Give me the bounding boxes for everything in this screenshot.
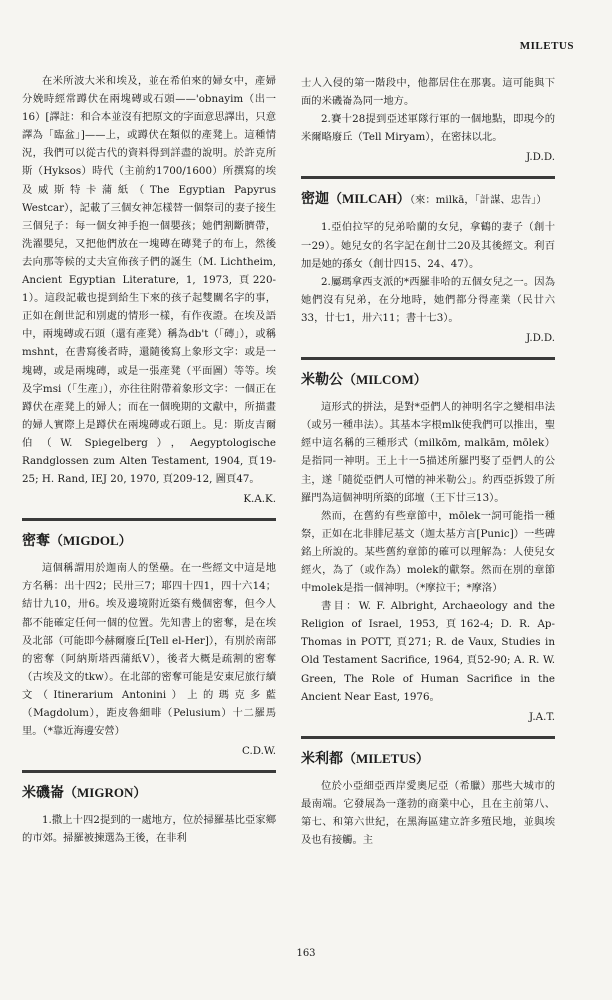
entry-title-chinese: 密迦 xyxy=(301,191,329,208)
author-initials: K.A.K. xyxy=(243,493,276,506)
author-initials: J.D.D. xyxy=(526,332,555,345)
entry-title-chinese: 米磯崙 xyxy=(22,785,64,802)
entry-title-chinese: 米勒公 xyxy=(301,372,343,389)
left-column xyxy=(22,72,276,847)
entry-body-milcom-1: 這形式的拼法，是對*亞們人的神明名字之變相串法（或另一種串法）。其基本字根mlk使我們可以推出，聖經中這名稱的三種形式（milkōm, malkām, mōlek）是指同一神明。王上十一5描述所羅門娶了亞們人的公主，遂「隨從亞們人可憎的神米勒公」。約西亞拆毀了所羅門為這個神明所築的邱壇（王下廿三13）。 xyxy=(301,401,555,504)
entry-heading-migron xyxy=(22,783,276,803)
entry-bibliography: 書目：W. F. Albright, Archaeology and the Religion of Israel, 1953, 頁162-4; D. R. Ap-Thomas in POTT, 頁271; R. de Vaux, Studies in Old Testament Sacrifice, 1964, 頁52-90; A. R. W. Green, The Role of Human Sacrifice in the Ancient Near East, 1976。 xyxy=(301,600,555,703)
entry-divider xyxy=(301,176,555,179)
entry-title-latin: （MIGDOL） xyxy=(50,533,132,549)
entry-body-miletus: 位於小亞細亞西岸愛奧尼亞（希臘）那些大城市的最南端。它發展為一蓬勃的商業中心，且在主前第八、第七、和第六世紀，在黑海區建立許多殖民地，並與埃及也有接觸。主 xyxy=(301,779,555,847)
entry-heading-miletus xyxy=(301,749,555,769)
continued-paragraph: 在米所波大米和埃及，並在希伯來的婦女中，產婦分娩時經常蹲伏在兩塊磚或石頭——'obnayim（出一16）[譯註：和合本並沒有把原文的字面意思譯出，只意譯為「臨盆」]——上，或蹲伏在類似的產凳上。這種情況，我們可以從古代的資料得到詳盡的說明。於許克所斯（Hyksos）時代（主前約1700/1600）所撰寫的埃及威斯特卡蒲紙（The Egyptian Papyrus Westcar），記載了三個女神怎樣替一個祭司的妻子接生三個兒子：每一個女神手抱一個嬰孩；她們割斷臍帶，洗濯嬰兒，又把他們放在一塊磚在磚凳子的布上，然後去向那等候的丈夫宣佈孩子們的誕生（M. Lichtheim, Ancient Egyptian Literature, 1, 1973, 頁220-1）。這段記載也提到給生下來的孩子起雙關名字的事，正如在創世記和別處的情形一樣，有作夜證。在埃及語中，兩塊磚或石頭（還有產凳）稱為db't（「磚」），或稱mshnt，在書寫後者時，還隨後寫上象形文字：或是一塊磚，或是兩塊磚，或是一張產凳（平面圖）等等。埃及字msi（「生產」），亦往往附帶着象形文字：一個正在蹲伏在產凳上的婦人；而在一個晚期的文獻中，所描畫的婦人實際上是蹲伏在兩塊磚或石頭上。見：斯皮吉爾伯（W. Spiegelberg），Aegyptologische Randglossen zum Alten Testament, 1904, 頁19-25; H. Rand, IEJ 20, 1970, 頁209-12, 圖頁47。 xyxy=(22,75,276,486)
entry-title-chinese: 米利都 xyxy=(301,750,343,767)
right-column xyxy=(301,74,555,849)
entry-body-milcah-1: 1.亞伯拉罕的兒弟哈蘭的女兒，拿鶴的妻子（創十一29）。她兒女的名字記在創廿二20及其後經文。利百加是她的孫女（創廿四15、24、47）。 xyxy=(301,221,555,270)
entry-body-migdol: 這個稱謂用於迦南人的堡壘。在一些經文中這是地方名稱：出十四2；民卅三7；耶四十四1，四十六14；結廿九10，卅6。埃及邊境附近築有幾個密奪，但今人都不能確定任何一個的位置。先知書上的密奪，是在埃及北部（可能即今赫爾廢丘[Tell el-Her]），有別於南部的密奪（阿納斯塔西蒲紙V），後者大概是疏割的密奪（古埃及文的tkw）。在北部的密奪可能是安東尼旅行續文（Itinerarium Antonini）上的瑪克多藍（Magdolum），距皮魯細啡（Pelusium）十二羅馬里。（*靠近海邊安營） xyxy=(22,562,276,738)
entry-body-migron: 1.撒上十四2提到的一處地方，位於掃羅基比亞家鄉的市郊。掃羅被揀選為王後，在非利 xyxy=(22,814,276,845)
entry-divider xyxy=(22,770,276,773)
entry-heading-milcom xyxy=(301,370,555,390)
author-initials: J.D.D. xyxy=(526,151,555,164)
entry-divider xyxy=(22,518,276,521)
entry-title-latin: （MILETUS） xyxy=(343,750,429,766)
entry-divider xyxy=(301,736,555,739)
author-initials: J.A.T. xyxy=(529,710,555,723)
continued-paragraph: 士人入侵的第一階段中，他都居住在那裏。這可能與下面的米磯崙為同一地方。 xyxy=(301,77,555,108)
entry-title-latin: （MILCOM） xyxy=(343,372,427,388)
entry-title-latin: （MIGRON） xyxy=(64,785,147,801)
entry-heading-migdol xyxy=(22,531,276,551)
entry-heading-milcah xyxy=(301,189,555,210)
entry-title-chinese: 密奪 xyxy=(22,533,50,550)
entry-body-milcom-2: 然而，在舊約有些章節中，mōlek一詞可能指一種祭，正如在北非腓尼基文（迦太基方言[Punic]）一些碑銘上所說的。某些舊約章節的確可以理解為：人使兒女經火，為了（或作為）molek的獻祭。然而在別的章節中molek是指一個神明。（*摩拉干；*摩洛） xyxy=(301,509,555,595)
author-initials: C.D.W. xyxy=(241,745,276,758)
entry-title-latin: （MILCAH） xyxy=(329,191,410,207)
running-head: MILETUS xyxy=(519,40,574,52)
entry-body-milcah-2: 2.屬瑪拿西支派的*西羅非哈的五個女兒之一。因為她們沒有兒弟，在分地時，她們都分得產業（民廿六33，廿七1，卅六11；書十七3）。 xyxy=(301,275,555,324)
entry-gloss: （來：milkā，「計謀、忠告」） xyxy=(409,194,547,207)
entry-divider xyxy=(301,357,555,360)
page-number: 163 xyxy=(296,948,316,959)
continued-paragraph-2: 2.賽十28提到亞述軍隊行軍的一個地點，即現今的米爾略廢丘（Tell Miryam），在密抹以北。 xyxy=(301,113,555,144)
